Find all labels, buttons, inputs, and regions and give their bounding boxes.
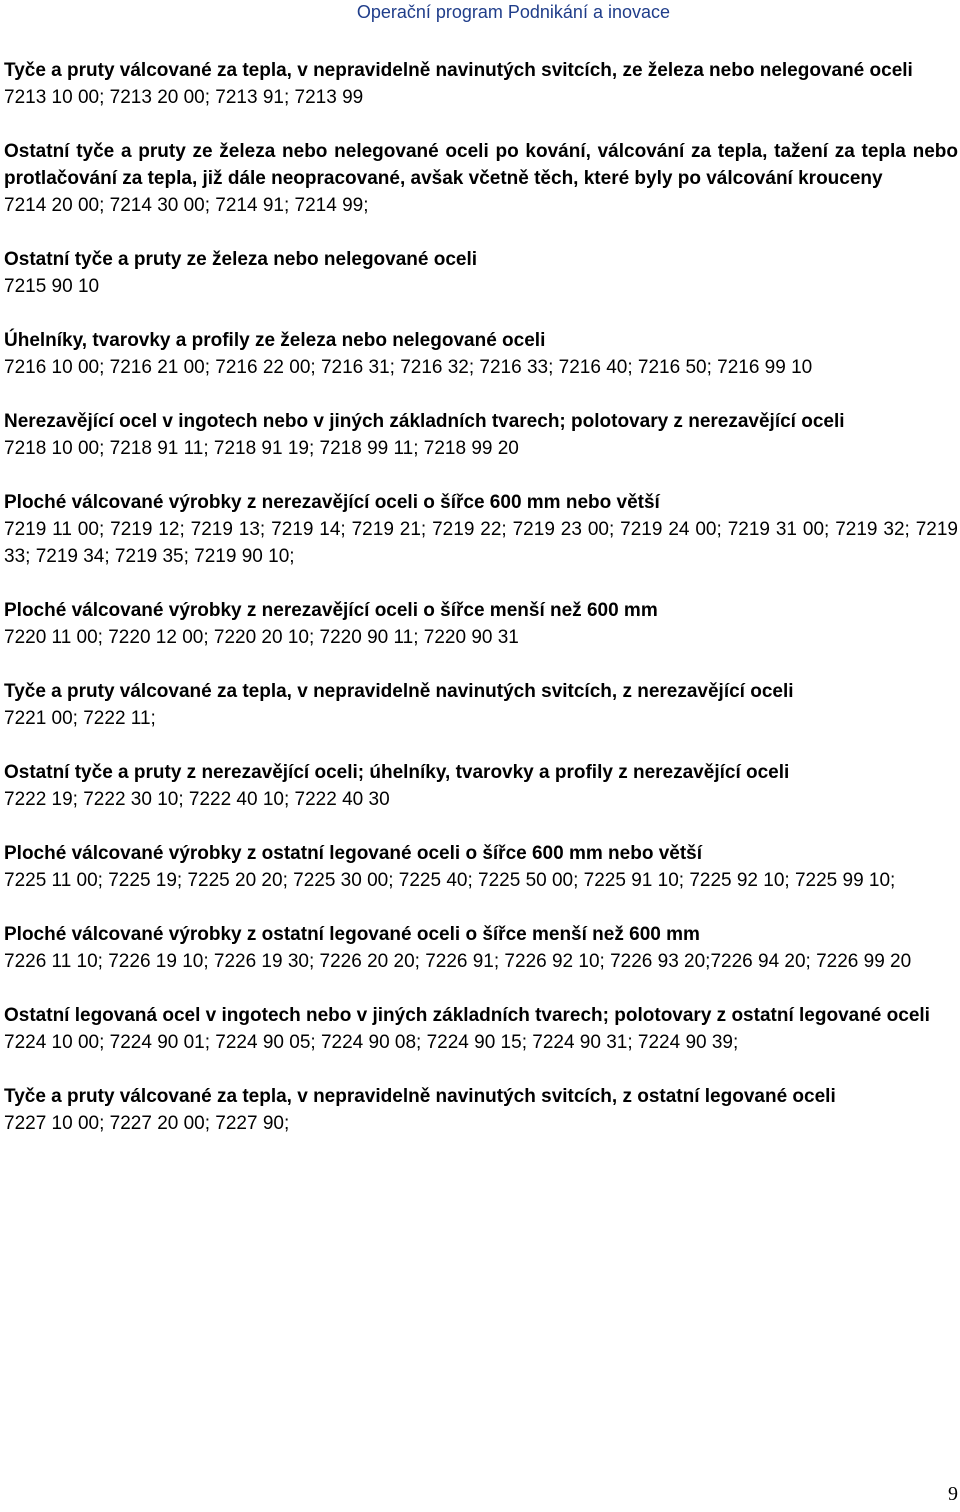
- section-list: [4, 57, 958, 1164]
- section-title: Tyče a pruty válcované za tepla, v nepravidelně navinutých svitcích, ze železa nebo nelegované oceli: [4, 60, 913, 81]
- section-item: [4, 138, 958, 219]
- section-codes: 7214 20 00; 7214 30 00; 7214 91; 7214 99;: [4, 195, 369, 216]
- section-title: Ploché válcované výrobky z nerezavějící oceli o šířce menší než 600 mm: [4, 600, 658, 621]
- section-codes: 7225 11 00; 7225 19; 7225 20 20; 7225 30 00; 7225 40; 7225 50 00; 7225 91 10; 7225 92 10; 7225 99 10;: [4, 870, 896, 891]
- section-item: [4, 489, 958, 570]
- running-header: Operační program Podnikání a inovace: [356, 2, 670, 22]
- section-item: [4, 246, 958, 300]
- section-codes: 7220 11 00; 7220 12 00; 7220 20 10; 7220 90 11; 7220 90 31: [4, 627, 519, 648]
- section-title: Ostatní tyče a pruty z nerezavějící oceli; úhelníky, tvarovky a profily z nerezavějící oceli: [4, 762, 790, 783]
- section-item: [4, 327, 958, 381]
- section-codes: 7213 10 00; 7213 20 00; 7213 91; 7213 99: [4, 87, 364, 108]
- section-codes: 7224 10 00; 7224 90 01; 7224 90 05; 7224 90 08; 7224 90 15; 7224 90 31; 7224 90 39;: [4, 1032, 739, 1053]
- section-item: [4, 57, 958, 111]
- section-title: Tyče a pruty válcované za tepla, v nepravidelně navinutých svitcích, z ostatní legované oceli: [4, 1086, 836, 1107]
- section-codes: 7215 90 10: [4, 276, 100, 297]
- section-item: [4, 1002, 958, 1056]
- section-codes: 7227 10 00; 7227 20 00; 7227 90;: [4, 1113, 290, 1134]
- section-title: Ostatní legovaná ocel v ingotech nebo v jiných základních tvarech; polotovary z ostatní legované oceli: [4, 1005, 930, 1026]
- section-title: Ploché válcované výrobky z nerezavějící oceli o šířce 600 mm nebo větší: [4, 492, 660, 513]
- section-title: Ploché válcované výrobky z ostatní legované oceli o šířce 600 mm nebo větší: [4, 843, 703, 864]
- section-item: [4, 1083, 958, 1137]
- section-title: Ostatní tyče a pruty ze železa nebo nelegované oceli po kování, válcování za tepla, tažení za tepla nebo protlačování za tepla, již dále neopracované, avšak včetně těch, které byly po válcování krouceny: [4, 141, 958, 189]
- section-codes: 7226 11 10; 7226 19 10; 7226 19 30; 7226 20 20; 7226 91; 7226 92 10; 7226 93 20;7226 94 20; 7226 99 20: [4, 951, 912, 972]
- section-item: [4, 597, 958, 651]
- section-title: Úhelníky, tvarovky a profily ze železa nebo nelegované oceli: [4, 330, 546, 351]
- section-title: Ploché válcované výrobky z ostatní legované oceli o šířce menší než 600 mm: [4, 924, 700, 945]
- section-item: [4, 678, 958, 732]
- section-item: [4, 840, 958, 894]
- section-codes: 7216 10 00; 7216 21 00; 7216 22 00; 7216 31; 7216 32; 7216 33; 7216 40; 7216 50; 7216 99 10: [4, 357, 813, 378]
- section-title: Tyče a pruty válcované za tepla, v nepravidelně navinutých svitcích, z nerezavějící oceli: [4, 681, 794, 702]
- section-title: Ostatní tyče a pruty ze železa nebo nelegované oceli: [4, 249, 478, 270]
- section-codes: 7218 10 00; 7218 91 11; 7218 91 19; 7218 99 11; 7218 99 20: [4, 438, 519, 459]
- section-codes: 7221 00; 7222 11;: [4, 708, 156, 729]
- section-codes: 7219 11 00; 7219 12; 7219 13; 7219 14; 7219 21; 7219 22; 7219 23 00; 7219 24 00; 7219 31 00; 7219 32; 7219 33; 7219 34; 7219 35; 7219 90 10;: [4, 519, 958, 567]
- section-item: [4, 921, 958, 975]
- section-codes: 7222 19; 7222 30 10; 7222 40 10; 7222 40 30: [4, 789, 390, 810]
- section-item: [4, 408, 958, 462]
- page-number: 9: [948, 1483, 958, 1505]
- section-title: Nerezavějící ocel v ingotech nebo v jiných základních tvarech; polotovary z nerezavějící oceli: [4, 411, 845, 432]
- section-item: [4, 759, 958, 813]
